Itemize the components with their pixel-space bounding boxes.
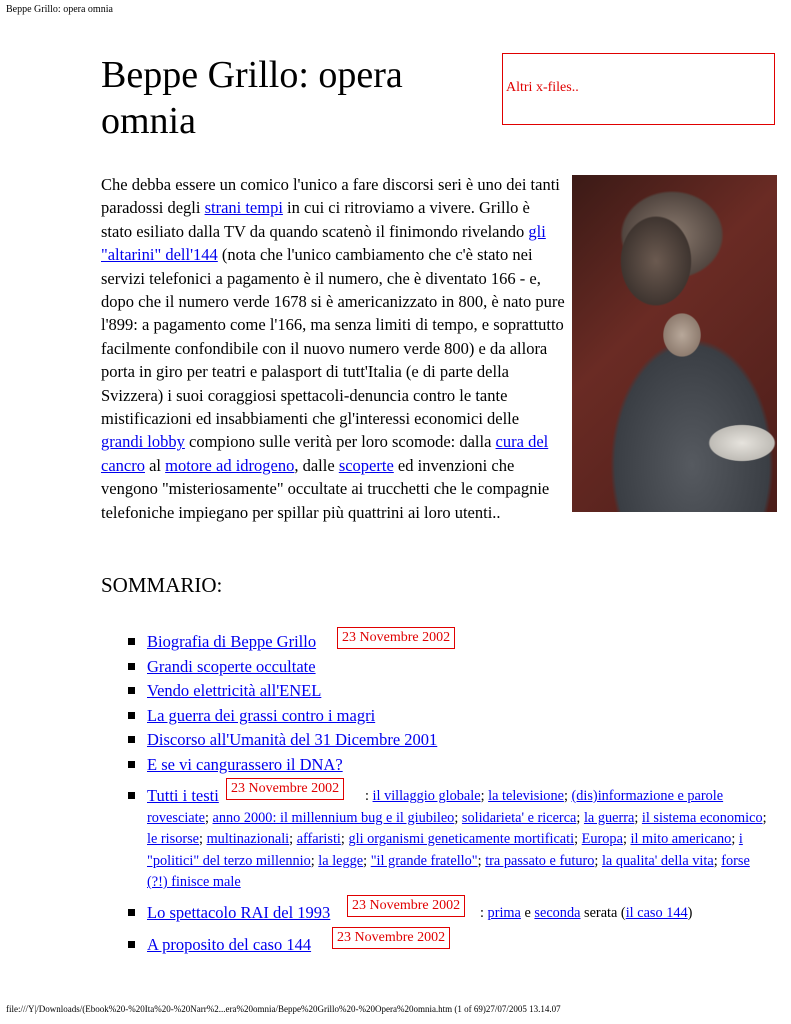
testi-link[interactable]: (dis)informazione e parole rovesciate [147, 788, 724, 826]
testi-link[interactable]: solidarieta' e ricerca [461, 809, 577, 826]
link-discorso-umanita[interactable]: Discorso all'Umanità del 31 Dicembre 2001 [147, 730, 438, 749]
intro-paragraph [101, 173, 565, 524]
date-badge-rai: 23 Novembre 2002 [347, 895, 465, 917]
rai-text: serata ( [580, 905, 626, 921]
rai-serate: : prima e seconda serata (il caso 144) [480, 905, 693, 921]
intro-text: (nota che l'unico cambiamento che c'è stato nei servizi telefonici a pagamento è il numero, che è diventato 166 - e, dopo che il numero verde 1678 si è americanizzato in 800, è nato pure l'899: a pagamento come l'166, ma senza limiti di tempo, e soprattutto facilmente confondibile con il nuovo numero verde 800) e da allora porta in giro per teatri e palasport di tutt'Italia (e di parte della Svizzera) i suoi coraggiosi spettacoli-denuncia contro le tante mistificazioni ed insabbiamenti che gl'interessi economici delle [101, 245, 565, 429]
tutti-i-testi-sublinks: : il villaggio globale; la televisione; (dis)informazione e parole rovesciate; anno 2000: il millennium bug e il giubileo; solidarieta' e ricerca; la guerra; il sistema economico; le risorse; multinazionali; affaristi; gli organismi geneticamente mortificati; Europa; il mito americano; i "politici" del terzo millennio; la legge; "il grande fratello"; tra passato e futuro; la qualita' della vita; forse (?!) finisce male [147, 788, 767, 890]
intro-text: al [144, 455, 166, 475]
testi-link[interactable]: forse (?!) finisce male [147, 852, 750, 890]
link-spettacolo-rai[interactable]: Lo spettacolo RAI del 1993 [147, 903, 331, 922]
intro-text: Che debba essere un comico l'unico a fare discorsi seri è uno dei tanti paradossi degli [101, 175, 560, 218]
bullet-icon [128, 909, 135, 916]
bullet-icon [128, 736, 135, 743]
testi-link[interactable]: "il grande fratello" [370, 852, 478, 869]
page-title [101, 52, 491, 144]
link-cura-cancro[interactable]: cura del cancro [101, 432, 549, 475]
date-badge-caso-144: 23 Novembre 2002 [332, 927, 450, 949]
rai-text: e [520, 905, 535, 921]
testi-link[interactable]: Europa [581, 831, 623, 847]
bullet-icon [128, 761, 135, 768]
link-grandi-lobby[interactable]: grandi lobby [101, 432, 185, 452]
testi-link[interactable]: il mito americano [630, 831, 732, 847]
testi-link[interactable]: il villaggio globale [372, 788, 481, 804]
link-prima-serata[interactable]: prima [487, 905, 521, 921]
bullet-icon [128, 792, 135, 799]
bullet-icon [128, 663, 135, 670]
browser-page-title: Beppe Grillo: opera omnia [6, 4, 113, 15]
intro-text: ed invenzioni che vengono "misteriosamente" occultate ai trucchetti che le compagnie telefoniche impiegano per spillar più quattrini ai loro utenti.. [101, 455, 550, 522]
rai-text: ) [687, 905, 693, 921]
link-scoperte[interactable]: scoperte [338, 455, 394, 475]
testi-link[interactable]: affaristi [296, 831, 341, 847]
sommario-heading: SOMMARIO: [101, 573, 223, 597]
bullet-icon [128, 687, 135, 694]
testi-link[interactable]: le risorse [147, 831, 200, 847]
link-tutti-i-testi[interactable]: Tutti i testi [147, 786, 219, 805]
page-title-line1: Beppe Grillo: opera [101, 54, 403, 96]
link-il-caso-144[interactable]: il caso 144 [625, 905, 688, 921]
testi-link[interactable]: la legge [318, 852, 364, 869]
intro-text: , dalle [294, 455, 339, 475]
link-vendo-elettricita[interactable]: Vendo elettricità all'ENEL [147, 681, 322, 700]
date-badge-biografia: 23 Novembre 2002 [337, 627, 455, 649]
testi-link[interactable]: la guerra [583, 809, 635, 826]
link-motore-idrogeno[interactable]: motore ad idrogeno [165, 455, 295, 475]
altri-x-files-link[interactable]: Altri x-files.. [506, 80, 579, 95]
link-guerra-grassi[interactable]: La guerra dei grassi contro i magri [147, 706, 376, 725]
intro-text: in cui ci ritroviamo a vivere. Grillo è stato esiliato dalla TV da quando scatenò il finimondo rivelando [101, 198, 530, 241]
intro-text: compiono sulle verità per loro scomode: dalla [184, 432, 496, 452]
testi-link[interactable]: anno 2000: il millennium bug e il giubileo [212, 809, 455, 826]
link-biografia[interactable]: Biografia di Beppe Grillo [147, 632, 317, 651]
link-cangurassero-dna[interactable]: E se vi cangurassero il DNA? [147, 755, 343, 774]
page-title-line2: omnia [101, 100, 196, 142]
link-strani-tempi[interactable]: strani tempi [204, 198, 283, 218]
bullet-icon [128, 712, 135, 719]
testi-link[interactable]: la televisione [488, 788, 564, 804]
link-altarini-144[interactable]: gli "altarini" dell'144 [101, 221, 546, 265]
bullet-icon [128, 941, 135, 948]
testi-link[interactable]: i "politici" del terzo millennio [147, 831, 743, 869]
testi-link[interactable]: tra passato e futuro [485, 852, 595, 869]
testi-link[interactable]: gli organismi geneticamente mortificati [348, 831, 575, 847]
testi-link[interactable]: multinazionali [206, 831, 290, 847]
link-seconda-serata[interactable]: seconda [534, 905, 581, 921]
footer-file-path: file:///Y|/Downloads/(Ebook%20-%20Ita%20-%20Narr%2...era%20omnia/Beppe%20Grillo%20-%20Opera%20omnia.htm (1 of 69)27/07/2005 13.14.07 [6, 1004, 561, 1014]
altri-x-files-box[interactable] [502, 53, 775, 125]
date-badge-testi: 23 Novembre 2002 [226, 778, 344, 800]
testi-link[interactable]: la qualita' della vita [601, 852, 714, 869]
bullet-icon [128, 638, 135, 645]
link-caso-144[interactable]: A proposito del caso 144 [147, 935, 312, 954]
link-grandi-scoperte[interactable]: Grandi scoperte occultate [147, 657, 316, 676]
testi-link[interactable]: il sistema economico [641, 809, 763, 826]
beppe-grillo-photo [572, 175, 777, 512]
